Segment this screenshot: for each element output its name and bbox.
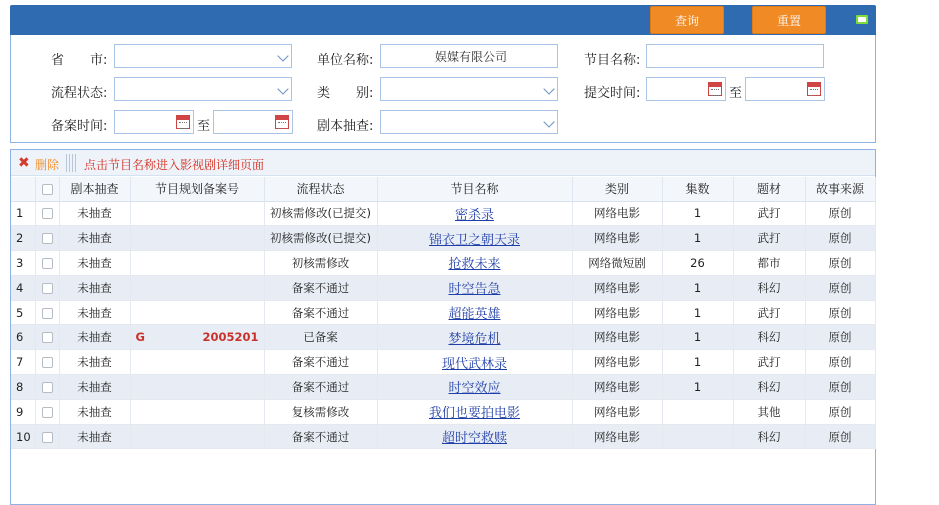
- program-title-link[interactable]: 时空效应: [448, 381, 501, 397]
- cell-script-check: 未抽查: [59, 424, 130, 449]
- calendar-icon[interactable]: [176, 115, 190, 129]
- cell-episodes: 26: [662, 251, 733, 276]
- cell-script-check: 未抽查: [59, 399, 130, 424]
- program-title-link[interactable]: 抢救未来: [448, 257, 501, 273]
- record-time-start[interactable]: [114, 110, 194, 134]
- record-time-end[interactable]: [213, 110, 293, 134]
- col-plan-no: 节目规划备案号: [130, 177, 264, 201]
- cell-story-source: 原创: [805, 201, 875, 226]
- cell-category: 网络电影: [572, 424, 662, 449]
- cell-flow-status: 复核需修改: [264, 399, 377, 424]
- cell-episodes: [662, 424, 733, 449]
- cell-story-source: 原创: [805, 275, 875, 300]
- submit-time-end[interactable]: [745, 77, 825, 101]
- row-checkbox[interactable]: [35, 424, 59, 449]
- calendar-icon[interactable]: [275, 115, 289, 129]
- cell-episodes: 1: [662, 275, 733, 300]
- cell-episodes: 1: [662, 325, 733, 350]
- row-index: 1: [11, 201, 35, 226]
- flow-status-select[interactable]: [114, 77, 292, 101]
- category-select[interactable]: [380, 77, 558, 101]
- cell-flow-status: 备案不通过: [264, 424, 377, 449]
- collapse-icon[interactable]: [856, 15, 868, 24]
- table-row[interactable]: [11, 226, 875, 251]
- cell-episodes: 1: [662, 226, 733, 251]
- col-episodes: 集数: [662, 177, 733, 201]
- program-title-link[interactable]: 超能英雄: [448, 307, 501, 323]
- cell-flow-status: 初核需修改: [264, 251, 377, 276]
- cell-plan-no: [130, 350, 264, 375]
- row-index: 5: [11, 300, 35, 325]
- chevron-down-icon: [543, 83, 554, 94]
- cell-story-source: 原创: [805, 424, 875, 449]
- program-title-link[interactable]: 现代武林录: [441, 356, 507, 372]
- cell-program-name[interactable]: [377, 300, 572, 325]
- cell-episodes: [662, 399, 733, 424]
- cell-theme: 武打: [733, 300, 805, 325]
- row-checkbox[interactable]: [35, 226, 59, 251]
- select-all-checkbox[interactable]: [35, 177, 59, 201]
- cell-plan-no: [130, 375, 264, 400]
- cell-flow-status: 备案不通过: [264, 300, 377, 325]
- cell-episodes: 1: [662, 375, 733, 400]
- table-row[interactable]: [11, 375, 875, 400]
- cell-program-name[interactable]: [377, 325, 572, 350]
- delete-button[interactable]: 删除: [35, 158, 60, 172]
- cell-theme: 科幻: [733, 375, 805, 400]
- cell-theme: 武打: [733, 350, 805, 375]
- cell-plan-no: [130, 399, 264, 424]
- table-row[interactable]: [11, 300, 875, 325]
- row-checkbox[interactable]: [35, 325, 59, 350]
- cell-script-check: 未抽查: [59, 300, 130, 325]
- cell-plan-no: [130, 275, 264, 300]
- calendar-icon[interactable]: [807, 82, 821, 96]
- chevron-down-icon: [277, 83, 288, 94]
- cell-story-source: 原创: [805, 375, 875, 400]
- cell-theme: 科幻: [733, 424, 805, 449]
- search-form: [10, 35, 876, 143]
- cell-theme: 都市: [733, 251, 805, 276]
- cell-flow-status: 初核需修改(已提交): [264, 201, 377, 226]
- cell-program-name[interactable]: [377, 201, 572, 226]
- submit-time-start[interactable]: [646, 77, 726, 101]
- cell-category: 网络电影: [572, 325, 662, 350]
- province-label: 省 市:: [51, 53, 108, 68]
- toolbar-separator: [66, 154, 78, 172]
- cell-theme: 科幻: [733, 275, 805, 300]
- table-row[interactable]: [11, 424, 875, 449]
- cell-plan-no: [130, 201, 264, 226]
- row-checkbox[interactable]: [35, 399, 59, 424]
- row-index: 7: [11, 350, 35, 375]
- row-checkbox[interactable]: [35, 300, 59, 325]
- cell-flow-status: 备案不通过: [264, 375, 377, 400]
- to-label: 至: [729, 86, 743, 101]
- program-title-link[interactable]: 我们也要拍电影: [428, 406, 520, 422]
- script-check-label: 剧本抽查:: [317, 119, 374, 134]
- record-time-label: 备案时间:: [51, 119, 108, 134]
- row-checkbox[interactable]: [35, 375, 59, 400]
- cell-flow-status: 备案不通过: [264, 275, 377, 300]
- cell-plan-no: [130, 226, 264, 251]
- cell-script-check: 未抽查: [59, 226, 130, 251]
- submit-time-label: 提交时间:: [584, 86, 641, 101]
- row-index: 6: [11, 325, 35, 350]
- cell-category: 网络电影: [572, 275, 662, 300]
- cell-story-source: 原创: [805, 251, 875, 276]
- list-hint: 点击节目名称进入影视剧详细页面: [84, 158, 265, 172]
- cell-flow-status: 初核需修改(已提交): [264, 226, 377, 251]
- cell-plan-no: G 2005201: [130, 325, 264, 350]
- chevron-down-icon: [277, 50, 288, 61]
- col-script-check: 剧本抽查: [59, 177, 130, 201]
- program-title-link[interactable]: 锦衣卫之朝天录: [428, 232, 520, 248]
- cell-program-name[interactable]: [377, 424, 572, 449]
- table-row[interactable]: [11, 251, 875, 276]
- cell-episodes: 1: [662, 201, 733, 226]
- cell-category: 网络电影: [572, 399, 662, 424]
- cell-story-source: 原创: [805, 399, 875, 424]
- row-index: 4: [11, 275, 35, 300]
- delete-x-icon[interactable]: ✖: [18, 155, 30, 171]
- cell-theme: 科幻: [733, 325, 805, 350]
- cell-plan-no: [130, 424, 264, 449]
- cell-category: 网络电影: [572, 226, 662, 251]
- cell-program-name[interactable]: [377, 375, 572, 400]
- unit-name-label: 单位名称:: [317, 53, 374, 68]
- row-index: 8: [11, 375, 35, 400]
- cell-episodes: 1: [662, 350, 733, 375]
- cell-episodes: 1: [662, 300, 733, 325]
- col-category: 类别: [572, 177, 662, 201]
- col-theme: 题材: [733, 177, 805, 201]
- cell-story-source: 原创: [805, 350, 875, 375]
- cell-category: 网络电影: [572, 375, 662, 400]
- cell-script-check: 未抽查: [59, 325, 130, 350]
- program-title-link[interactable]: 密杀录: [454, 207, 494, 223]
- script-check-select[interactable]: [380, 110, 558, 134]
- cell-script-check: 未抽查: [59, 201, 130, 226]
- cell-program-name[interactable]: [377, 399, 572, 424]
- cell-program-name[interactable]: [377, 226, 572, 251]
- table-row[interactable]: [11, 399, 875, 424]
- header-bar: [10, 5, 876, 35]
- province-select[interactable]: [114, 44, 292, 68]
- row-checkbox[interactable]: [35, 201, 59, 226]
- program-title-link[interactable]: 超时空救赎: [441, 431, 507, 447]
- row-checkbox[interactable]: [35, 275, 59, 300]
- col-index: [11, 177, 35, 201]
- table-row[interactable]: [11, 201, 875, 226]
- reset-button[interactable]: 重置: [752, 6, 826, 34]
- row-index: 3: [11, 251, 35, 276]
- program-list-panel: [10, 149, 876, 505]
- cell-script-check: 未抽查: [59, 251, 130, 276]
- cell-flow-status: 备案不通过: [264, 350, 377, 375]
- cell-category: 网络电影: [572, 201, 662, 226]
- row-index: 9: [11, 399, 35, 424]
- row-checkbox[interactable]: [35, 251, 59, 276]
- cell-program-name[interactable]: [377, 350, 572, 375]
- cell-category: 网络电影: [572, 300, 662, 325]
- cell-flow-status: 已备案: [264, 325, 377, 350]
- row-index: 10: [11, 424, 35, 449]
- flow-status-label: 流程状态:: [51, 86, 108, 101]
- unit-name-input[interactable]: 娱媒有限公司: [380, 44, 558, 68]
- cell-story-source: 原创: [805, 325, 875, 350]
- row-index: 2: [11, 226, 35, 251]
- list-toolbar: [11, 150, 875, 176]
- program-title-link[interactable]: 梦境危机: [448, 331, 501, 347]
- cell-story-source: 原创: [805, 300, 875, 325]
- cell-program-name[interactable]: [377, 275, 572, 300]
- program-table: [11, 177, 876, 449]
- col-story-source: 故事来源: [805, 177, 875, 201]
- col-program-name: 节目名称: [377, 177, 572, 201]
- table-row[interactable]: [11, 350, 875, 375]
- program-title-link[interactable]: 时空告急: [448, 282, 501, 298]
- cell-script-check: 未抽查: [59, 375, 130, 400]
- cell-theme: 其他: [733, 399, 805, 424]
- cell-theme: 武打: [733, 226, 805, 251]
- cell-program-name[interactable]: [377, 251, 572, 276]
- cell-category: 网络微短剧: [572, 251, 662, 276]
- category-label: 类 别:: [317, 86, 374, 101]
- chevron-down-icon: [543, 116, 554, 127]
- calendar-icon[interactable]: [708, 82, 722, 96]
- cell-script-check: 未抽查: [59, 350, 130, 375]
- table-row[interactable]: [11, 325, 875, 350]
- cell-theme: 武打: [733, 201, 805, 226]
- program-name-input[interactable]: [646, 44, 824, 68]
- table-row[interactable]: [11, 275, 875, 300]
- cell-story-source: 原创: [805, 226, 875, 251]
- program-name-label: 节目名称:: [584, 53, 641, 68]
- row-checkbox[interactable]: [35, 350, 59, 375]
- cell-script-check: 未抽查: [59, 275, 130, 300]
- cell-plan-no: [130, 251, 264, 276]
- cell-category: 网络电影: [572, 350, 662, 375]
- table-header: [11, 177, 875, 201]
- query-button[interactable]: 查询: [650, 6, 724, 34]
- cell-plan-no: [130, 300, 264, 325]
- to-label-2: 至: [197, 119, 211, 134]
- col-flow-status: 流程状态: [264, 177, 377, 201]
